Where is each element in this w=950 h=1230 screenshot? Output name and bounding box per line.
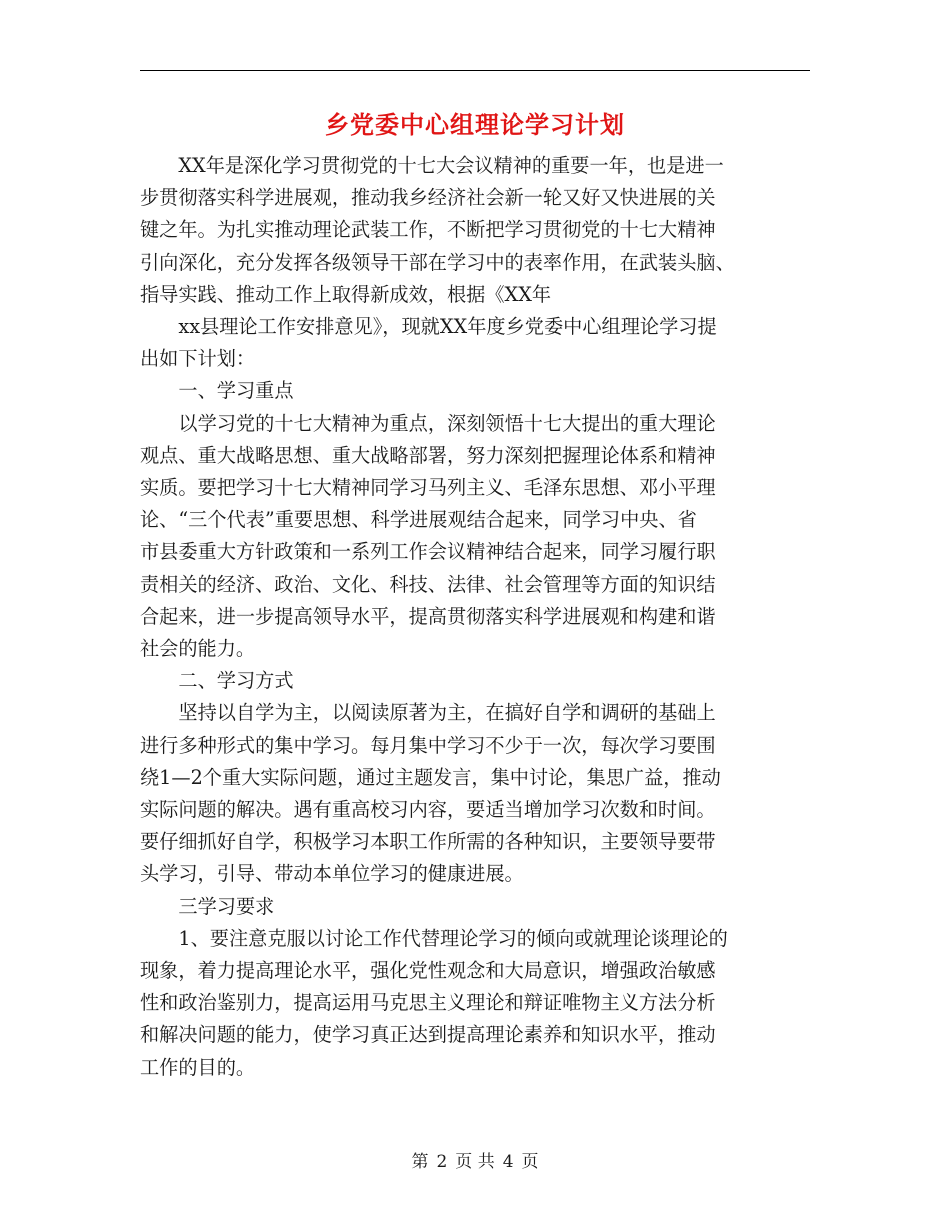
footer-suffix: 页 bbox=[521, 1152, 539, 1172]
section-heading-study-method: 二、学习方式 bbox=[178, 669, 294, 693]
footer-page-number: 2 bbox=[436, 1152, 448, 1172]
paragraph-study-focus: 以学习党的十七大精神为重点，深刻领悟十七大提出的重大理论 观点、重大战略思想、重大战略部署，努力深刻把握理论体系和精神 实质。要把学习十七大精神同学习马列主义、毛泽东思想、邓小平理 论、“三个代表”重要思想、科学进展观结合起来，同学习中央、省 市县委重大方针政策和一系列工作会议精神结合起来，同学习履行职 责相关的经济、政治、文化、科技、法律、社会管理等方面的知识结 合起来，进一步提高领导水平，提高贯彻落实科学进展观和构建和谐 社会的能力。 bbox=[140, 411, 716, 661]
footer-total-pages: 4 bbox=[502, 1152, 514, 1172]
document-title: 乡党委中心组理论学习计划 bbox=[325, 111, 625, 139]
document-body bbox=[140, 150, 810, 1084]
footer-prefix: 第 bbox=[411, 1152, 429, 1172]
header-rule bbox=[140, 70, 810, 71]
page-footer bbox=[0, 1150, 950, 1174]
paragraph-intro: XX年是深化学习贯彻党的十七大会议精神的重要一年，也是进一 步贯彻落实科学进展观，推动我乡经济社会新一轮又好又快进展的关 键之年。为扎实推动理论武装工作，不断把学习贯彻党的十七大精神 引向深化，充分发挥各级领导干部在学习中的表率作用，在武装头脑、 指导实践、推动工作上取得新成效，根据《XX年 bbox=[140, 154, 735, 306]
paragraph-requirement-1: 1、要注意克服以讨论工作代替理论学习的倾向或就理论谈理论的 现象，着力提高理论水平，强化党性观念和大局意识，增强政治敏感 性和政治鉴别力，提高运用马克思主义理论和辩证唯物主义方法分析 和解决问题的能力，使学习真正达到提高理论素养和知识水平，推动 工作的目的。 bbox=[140, 926, 728, 1079]
paragraph-intro-continued: xx县理论工作安排意见》，现就XX年度乡党委中心组理论学习提 出如下计划： bbox=[140, 315, 717, 371]
section-heading-study-requirements: 三学习要求 bbox=[178, 894, 275, 918]
footer-mid: 页 共 bbox=[455, 1152, 495, 1172]
paragraph-study-method: 坚持以自学为主，以阅读原著为主，在搞好自学和调研的基础上 进行多种形式的集中学习。每月集中学习不少于一次，每次学习要围 绕1—2个重大实际问题，通过主题发言，集中讨论，集思广益，推动 实际问题的解决。遇有重高校习内容，要适当增加学习次数和时间。 要仔细抓好自学，积极学习本职工作所需的各种知识，主要领导要带 头学习，引导、带动本单位学习的健康进展。 bbox=[140, 701, 721, 886]
section-heading-study-focus: 一、学习重点 bbox=[178, 379, 294, 403]
